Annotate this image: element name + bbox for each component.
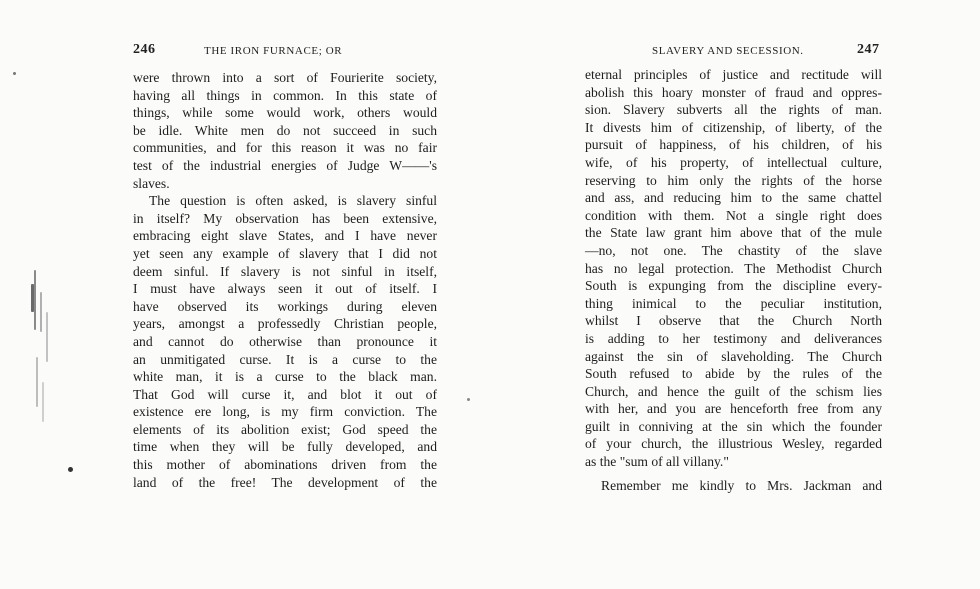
text-line: in itself? My observation has been extensive, bbox=[133, 210, 437, 226]
text-line: test of the industrial energies of Judge W——'s bbox=[133, 157, 437, 173]
text-line: is adding to her testimony and deliverances bbox=[585, 330, 882, 346]
text-line: condition with them. Not a single right does bbox=[585, 207, 882, 223]
text-line: elements of its abolition exist; God speed the bbox=[133, 421, 437, 437]
text-line: Remember me kindly to Mrs. Jackman and bbox=[601, 477, 882, 493]
text-line: and ass, and reducing him to the same chattel bbox=[585, 190, 882, 206]
right-page-number: 247 bbox=[857, 42, 880, 57]
text-line: of your church, the illustrious Wesley, regarded bbox=[585, 436, 882, 452]
text-line: —no, not one. The chastity of the slave bbox=[585, 242, 882, 258]
text-line: be idle. White men do not succeed in such bbox=[133, 122, 437, 138]
text-line: an unmitigated curse. It is a curse to the bbox=[133, 351, 437, 367]
text-line: years, amongst a professedly Christian people, bbox=[133, 316, 437, 332]
text-line: land of the free! The development of the bbox=[133, 474, 437, 490]
text-line: deem sinful. If slavery is not sinful in itself, bbox=[133, 263, 437, 279]
scan-speck bbox=[13, 72, 16, 75]
right-page-text bbox=[585, 66, 882, 494]
text-line: guilt in conniving at the sin which the founder bbox=[585, 418, 882, 434]
text-line: South refused to abide by the rules of the bbox=[585, 366, 882, 382]
text-line: having all things in common. In this state of bbox=[133, 87, 437, 103]
text-line: That God will curse it, and blot it out of bbox=[133, 386, 437, 402]
text-line: has no legal protection. The Methodist Church bbox=[585, 260, 882, 276]
text-line: have observed its workings during eleven bbox=[133, 298, 437, 314]
right-running-head: SLAVERY AND SECESSION. bbox=[652, 45, 804, 57]
left-page-number: 246 bbox=[133, 42, 156, 57]
text-line: embracing eight slave States, and I have never bbox=[133, 228, 437, 244]
text-line: and cannot do otherwise than pronounce it bbox=[133, 333, 437, 349]
text-line: time when they will be fully developed, and bbox=[133, 439, 437, 455]
left-running-head: THE IRON FURNACE; OR bbox=[204, 45, 343, 57]
text-line: abolish this hoary monster of fraud and oppres- bbox=[585, 84, 882, 100]
scan-speck bbox=[68, 467, 73, 472]
text-line: sion. Slavery subverts all the rights of man. bbox=[585, 102, 882, 118]
text-line: with her, and you are henceforth free from any bbox=[585, 401, 882, 417]
text-line: whilst I observe that the Church North bbox=[585, 313, 882, 329]
text-line: wife, of his property, of intellectual culture, bbox=[585, 154, 882, 170]
text-line: reserving to him only the rights of the horse bbox=[585, 172, 882, 188]
text-line: eternal principles of justice and rectitude will bbox=[585, 67, 882, 82]
text-line: I must have always seen it out of itself. I bbox=[133, 281, 437, 297]
text-line: yet seen any example of slavery that I did not bbox=[133, 245, 437, 261]
text-line: pursuit of happiness, of his children, of his bbox=[585, 137, 882, 153]
text-line: slaves. bbox=[133, 175, 170, 191]
text-line: existence ere long, is my firm conviction. The bbox=[133, 404, 437, 420]
text-line: South is expunging from the discipline every- bbox=[585, 278, 882, 294]
text-line: things, while some would work, others would bbox=[133, 105, 437, 121]
text-line: the State law grant him above that of the mule bbox=[585, 225, 882, 241]
margin-scan-marks bbox=[28, 262, 54, 432]
right-page bbox=[490, 0, 980, 589]
text-line: as the "sum of all villany." bbox=[585, 454, 729, 470]
text-line: white man, it is a curse to the black man. bbox=[133, 369, 437, 385]
text-line: thing inimical to the peculiar institution, bbox=[585, 295, 882, 311]
text-line: against the sin of slaveholding. The Church bbox=[585, 348, 882, 364]
text-line: communities, and for this reason it was no fair bbox=[133, 140, 437, 156]
text-line: were thrown into a sort of Fourierite society, bbox=[133, 70, 437, 85]
text-line: The question is often asked, is slavery sinful bbox=[149, 193, 437, 209]
text-line: this mother of abominations driven from the bbox=[133, 457, 437, 473]
text-line: It divests him of citizenship, of liberty, of the bbox=[585, 119, 882, 135]
left-page-text bbox=[133, 69, 437, 491]
text-line: Church, and hence the guilt of the schism lies bbox=[585, 383, 882, 399]
scan-speck bbox=[467, 398, 470, 401]
